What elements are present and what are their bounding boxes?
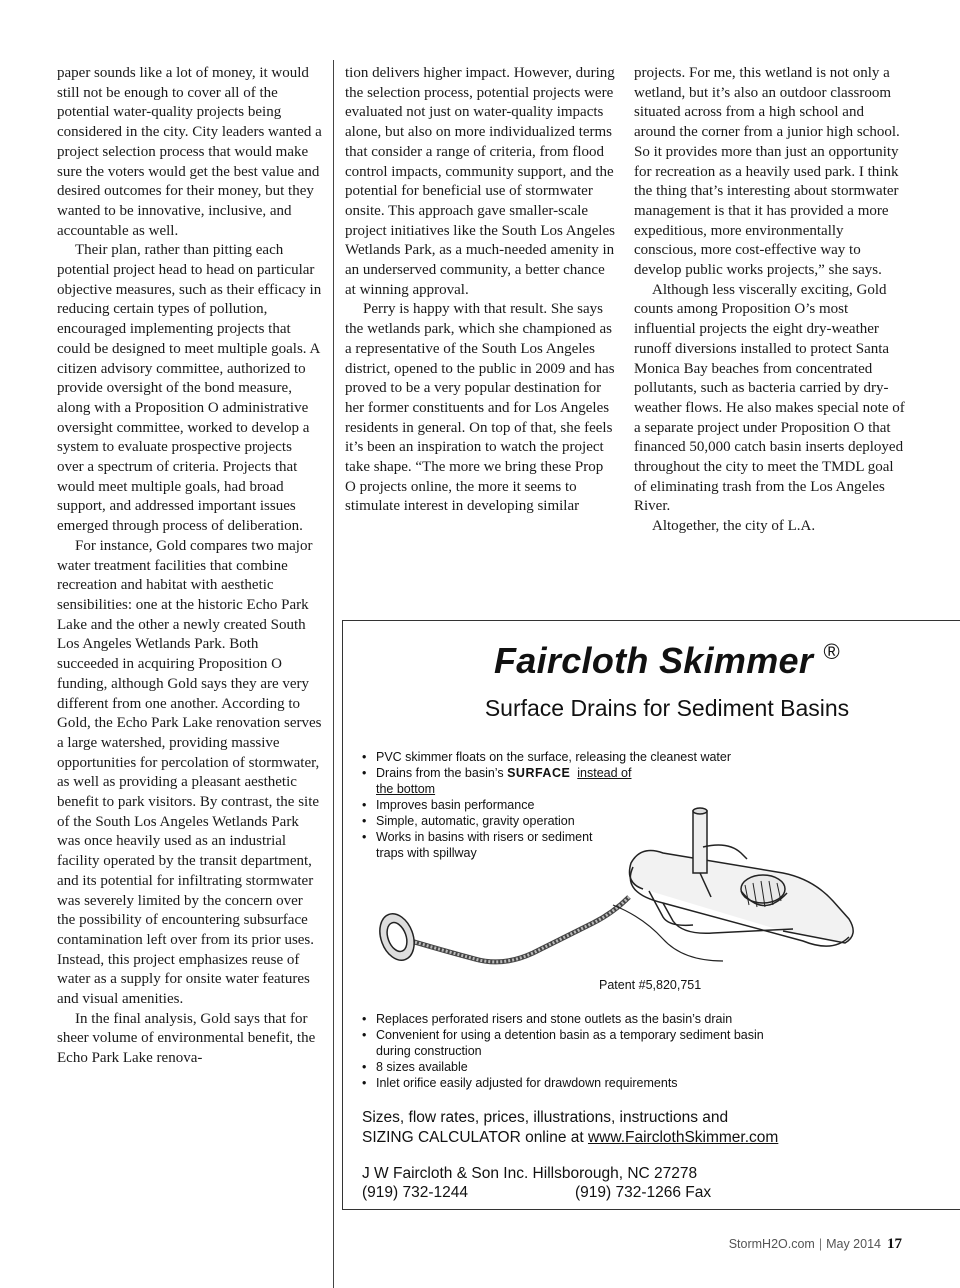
ad-sizing-line (362, 1128, 778, 1148)
ad-subtitle: Surface Drains for Sediment Basins (484, 695, 850, 721)
instead-underlined: instead of the bottom (376, 766, 632, 796)
page-footer (729, 1236, 902, 1253)
article-paragraph: Although less viscerally exciting, Gold counts among Proposition O’s most influential projects the eight dry-weather runoff diversions installed to protect Santa Monica Bay beaches from concentrated pollutants, such as bacteria carried by dry-weather flows. He also makes special note of a separate project under Proposition O that financed 50,000 catch basin inserts deployed throughout the city to meet the TMDL goal of eliminating trash from the Los Angeles River. (634, 281, 905, 515)
article-column-3 (634, 64, 906, 537)
column-divider (333, 60, 334, 1288)
article-column-2 (345, 64, 615, 517)
page-number: 17 (887, 1236, 902, 1252)
registered-mark: ® (823, 639, 841, 664)
article-paragraph: projects. For me, this wetland is not only a wetland, but it’s also an outdoor classroom situated across from a high school and around the corner from a junior high school. So it provides more than just an opportunity for recreation as a heavily used park. I think the thing that’s interesting about stormwater management is that it has provided a more expeditious, more environmentally conscious, more cost-effective way to develop public works projects,” she says. (634, 65, 900, 279)
phone-number: (919) 732-1244 (362, 1184, 468, 1201)
website-link[interactable]: www.FairclothSkimmer.com (587, 1129, 779, 1146)
faircloth-skimmer-advertisement (342, 620, 960, 1210)
article-paragraph: Their plan, rather than pitting each potential project head to head on particular objective measures, such as their efficacy in reducing certain types of pollution, encouraged implementing projects that could be designed to meet multiple goals. A citizen advisory committee, authorized to provide oversight of the bond measure, along with a Proposition O administrative oversight committee, worked to develop a system to evaluate prospective projects over a spectrum of criteria. Projects that would meet multiple goals, had broad support, and addressed important issues emerged through process of deliberation. (57, 242, 322, 535)
article-paragraph: Perry is happy with that result. She says the wetlands park, which she championed as a representative of the South Los Angeles district, opened to the public in 2009 and has proved to be a very popular destination for her former constituents and for Los Angeles residents in general. On top of that, she feels it’s been an inspiration to watch the project take shape. “The more we bring these Prop O projects online, the more it seems to stimulate interest in developing similar (345, 301, 615, 515)
ad-sizing-text: SIZING CALCULATOR online at (362, 1129, 588, 1146)
article-paragraph: tion delivers higher impact. However, during the selection process, potential projects were evaluated not just on water-quality impacts alone, but also on more individualized terms that consider a range of criteria, from flood control impacts, community support, and the potential for beneficial use of stormwater onsite. This approach gave smaller-scale project initiatives like the South Los Angeles Wetlands Park, as a much-needed amenity in an underserved community, a better chance at winning approval. (345, 65, 615, 298)
footer-separator: | (818, 1237, 823, 1251)
ad-benefit-item: • Replaces perforated risers and stone outlets as the basin’s drain (362, 1011, 782, 1027)
ad-feature-item: • Simple, automatic, gravity operation (362, 813, 782, 829)
surface-emphasis: SURFACE (507, 766, 571, 780)
ad-feature-item: • Improves basin performance (362, 797, 782, 813)
ad-benefit-item: • Convenient for using a detention basin as a temporary sediment basin during construction (362, 1027, 766, 1059)
ad-benefit-list (362, 1011, 782, 1091)
article-paragraph: paper sounds like a lot of money, it would still not be enough to cover all of the potential water-quality projects being considered in the city. City leaders wanted a project selection process that would make sure the voters would get the best value and desired outcomes for their money, but they wanted to be innovative, inclusive, and accountable as well. (57, 65, 322, 239)
skimmer-illustration (363, 801, 883, 991)
footer-issue: May 2014 (826, 1237, 881, 1251)
ad-benefit-item: • Inlet orifice easily adjusted for drawdown requirements (362, 1075, 782, 1091)
footer-site: StormH2O.com (728, 1237, 815, 1251)
ad-feature-text: Drains from the basin’s (376, 766, 508, 780)
ad-sizing-info (362, 1108, 778, 1148)
ad-title-text: Faircloth Skimmer (493, 640, 814, 681)
ad-title (343, 639, 960, 682)
article-paragraph: In the final analysis, Gold says that for sheer volume of environmental benefit, the Echo Park Lake renova- (57, 1010, 316, 1067)
ad-feature-item (362, 765, 636, 797)
article-paragraph: Altogether, the city of L.A. (652, 518, 816, 535)
ad-benefit-item: • 8 sizes available (362, 1059, 782, 1075)
ad-feature-item: • PVC skimmer floats on the surface, releasing the cleanest water (362, 749, 782, 765)
ad-sizing-line: Sizes, flow rates, prices, illustrations, instructions and (362, 1109, 729, 1126)
ad-feature-item: • Works in basins with risers or sediment traps with spillway (362, 829, 596, 861)
patent-number: Patent #5,820,751 (599, 978, 702, 992)
fax-number: (919) 732-1266 Fax (575, 1184, 712, 1201)
company-address: J W Faircloth & Son Inc. Hillsborough, NC 27278 (362, 1165, 698, 1182)
article-column-1 (57, 64, 322, 1069)
article-paragraph: For instance, Gold compares two major water treatment facilities that combine recreation and habitat with aesthetic sensibilities: one at the historic Echo Park Lake and the other a newly created South Los Angeles Wetlands Park. Both succeeded in acquiring Proposition O funding, although Gold says they are very different from one another. According to Gold, the Echo Park Lake renovation serves a large watershed, providing massive opportunities for percolation of stormwater, as well as providing a pleasant aesthetic benefit to park visitors. By contrast, the site of the South Los Angeles Wetlands Park was once heavily used as an industrial facility operated by the transit department, and its potential for infiltrating stormwater was severely limited by the concern over the possibility of encountering subsurface contamination left over from its prior uses. Instead, this project emphasizes reuse of water as a supply for onsite water features and visual amenities. (57, 537, 322, 1008)
